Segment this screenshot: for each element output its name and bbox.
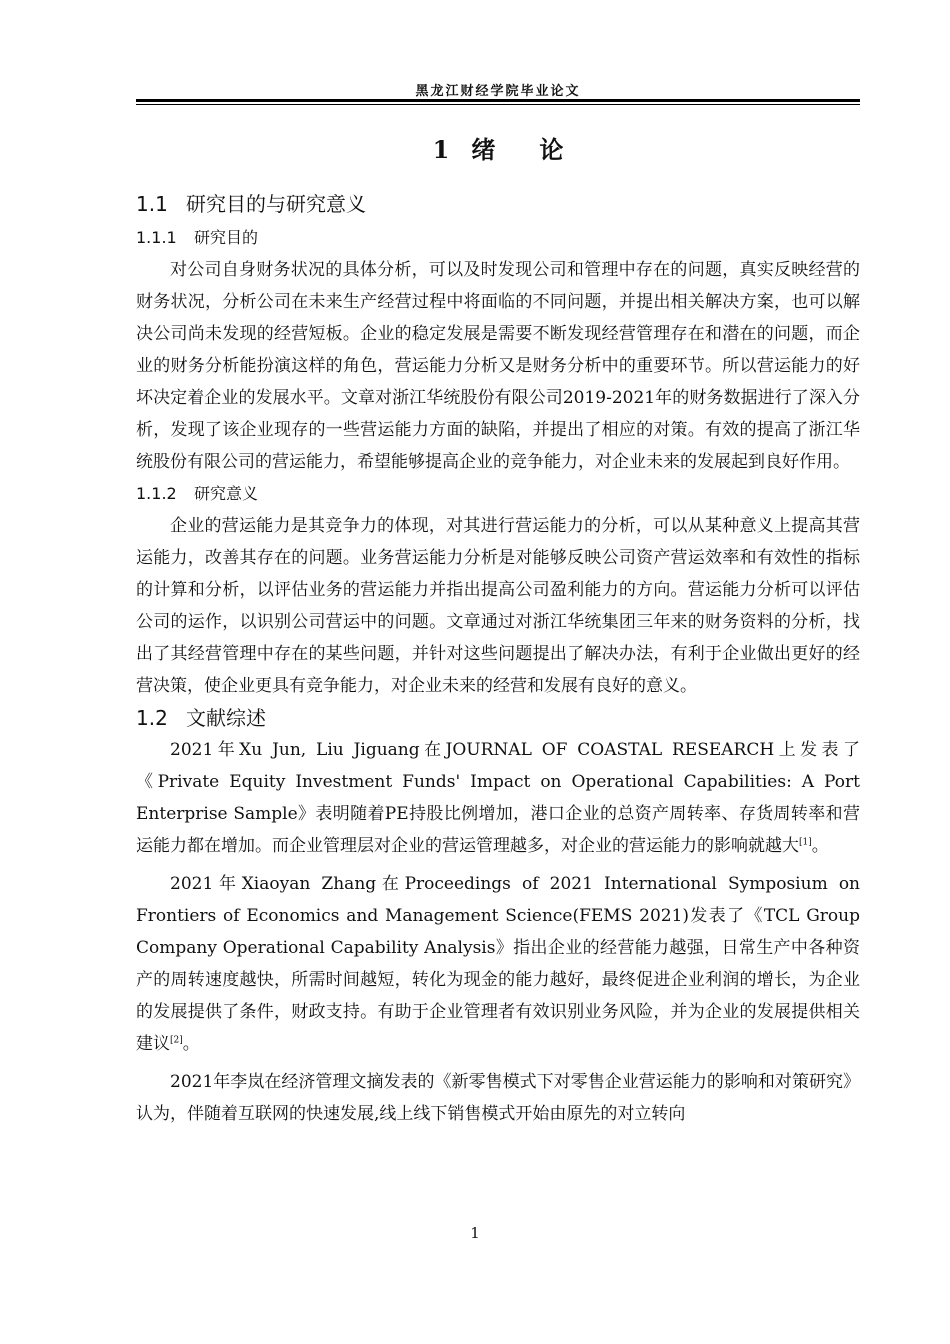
paragraph-research-purpose: 对公司自身财务状况的具体分析，可以及时发现公司和管理中存在的问题，真实反映经营的财务状况，分析公司在未来生产经营过程中将面临的不同问题，并提出相关解决方案，也可以解决公司尚未发现的经营短板。企业的稳定发展是需要不断发现经营管理存在和潜在的问题，而企业的财务分析能扮演这样的角色，营运能力分析又是财务分析中的重要环节。所以营运能力的好坏决定着企业的发展水平。文章对浙江华统股份有限公司2019-2021年的财务数据进行了深入分析，发现了该企业现存的一些营运能力方面的缺陷，并提出了相应的对策。有效的提高了浙江华统股份有限公司的营运能力，希望能够提高企业的竞争能力，对企业未来的发展起到良好作用。 <box>136 260 860 472</box>
paragraph-tail: 。 <box>182 1034 200 1054</box>
paragraph-research-significance: 企业的营运能力是其竞争力的体现，对其进行营运能力的分析，可以从某种意义上提高其营运能力，改善其存在的问题。业务营运能力分析是对能够反映公司资产营运效率和有效性的指标的计算和分析，以评估业务的营运能力并指出提高公司盈利能力的方向。营运能力分析可以评估公司的运作，以识别公司营运中的问题。文章通过对浙江华统集团三年来的财务资料的分析，找出了其经营管理中存在的某些问题，并针对这些问题提出了解决办法，有利于企业做出更好的经营决策，使企业更具有竞争能力，对企业未来的经营和发展有良好的意义。 <box>136 516 860 696</box>
chapter-title <box>136 132 860 172</box>
paragraph-text: 2021年李岚在经济管理文摘发表的《新零售模式下对零售企业营运能力的影响和对策研究》认为，伴随着互联网的快速发展,线上线下销售模式开始由原先的对立转向 <box>136 1072 860 1124</box>
chapter-number: 1 <box>432 135 450 164</box>
running-header: 黑龙江财经学院毕业论文 <box>415 84 581 99</box>
citation-ref: [1] <box>799 837 812 848</box>
section-number: 1.1.2 <box>136 484 177 503</box>
page-content <box>136 132 860 1130</box>
section-number: 1.1 <box>136 192 168 216</box>
section-title: 研究目的与研究意义 <box>186 192 366 216</box>
citation-ref: [2] <box>170 1035 183 1046</box>
section-heading-1-2 <box>136 702 860 734</box>
paragraph-literature-1 <box>136 734 860 862</box>
section-number: 1.1.1 <box>136 228 177 247</box>
section-title: 文献综述 <box>186 706 266 730</box>
section-heading-1-1 <box>136 186 860 222</box>
section-heading-1-1-2 <box>136 478 860 510</box>
page-number: 1 <box>470 1224 480 1242</box>
paragraph-literature-3 <box>136 1066 860 1130</box>
section-heading-1-1-1 <box>136 222 860 254</box>
section-number: 1.2 <box>136 706 168 730</box>
paragraph-text: 2021年Xu Jun, Liu Jiguang在JOURNAL OF COASTAL RESEARCH上发表了《Private Equity Investment Funds' Impact on Operational Capabilities: A Port Enterprise Sample》表明随着PE持股比例增加，港口企业的总资产周转率、存货周转率和营运能力都在增加。而企业管理层对企业的营运管理越多，对企业的营运能力的影响就越大 <box>136 740 860 856</box>
section-title: 研究目的 <box>194 228 259 247</box>
chapter-name: 绪论 <box>471 135 608 164</box>
section-title: 研究意义 <box>194 484 259 503</box>
header-rule <box>136 99 860 102</box>
paragraph-text: 2021年Xiaoyan Zhang在Proceedings of 2021 International Symposium on Frontiers of Economics and Management Science(FEMS 2021)发表了《TCL Group Company Operational Capability Analysis》指出企业的经营能力越强，日常生产中各种资产的周转速度越快，所需时间越短，转化为现金的能力越好，最终促进企业利润的增长，为企业的发展提供了条件，财政支持。有助于企业管理者有效识别业务风险，并为企业的发展提供相关建议 <box>136 874 860 1054</box>
paragraph-literature-2 <box>136 868 860 1060</box>
header-rule-thin <box>136 104 860 105</box>
paragraph-tail: 。 <box>811 836 829 856</box>
